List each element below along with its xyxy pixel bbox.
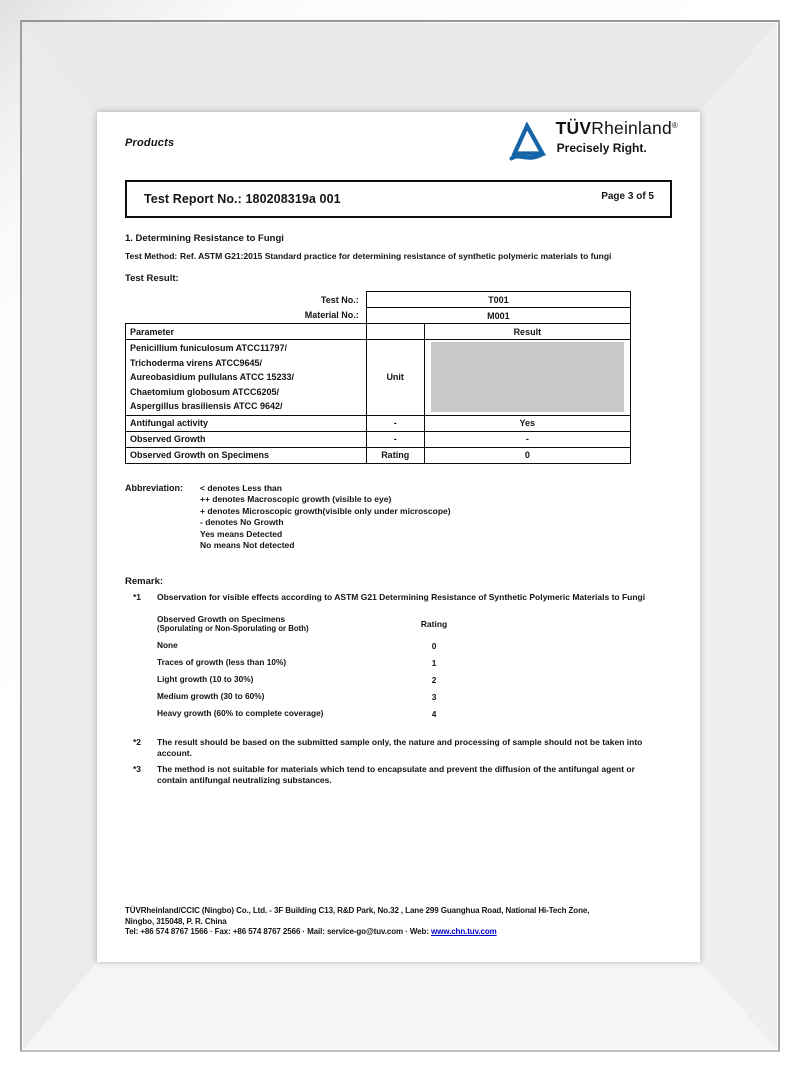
rating-row-value: 3: [431, 691, 437, 702]
abbreviation-block: [125, 483, 672, 551]
result-table: [125, 291, 631, 464]
footer-contact-text: Tel: +86 574 8767 1566 · Fax: +86 574 8767 2566 · Mail: service-go@tuv.com · Web:: [125, 927, 429, 936]
document-footer: [125, 906, 676, 938]
rating-table: [157, 612, 672, 722]
section-title: 1. Determining Resistance to Fungi: [125, 233, 284, 244]
rating-row-label: Traces of growth (less than 10%): [157, 657, 287, 668]
test-method-label: Test Method:: [125, 251, 178, 261]
brand-name: [556, 120, 678, 138]
remark-item-3: [133, 764, 672, 786]
abbreviation-line: Yes means Detected: [200, 528, 283, 539]
footer-address-line1: TÜVRheinland/CCIC (Ningbo) Co., Ltd. - 3F Building C13, R&D Park, No.32 , Lane 299 Guanghua Road, National Hi-Tech Zone,: [125, 906, 590, 915]
result-cell: -: [424, 431, 630, 447]
rating-row-label: None: [157, 640, 178, 651]
test-method-row: [125, 251, 672, 262]
rating-table-header: [157, 612, 672, 636]
report-number: Test Report No.: 180208319a 001: [144, 192, 341, 206]
remark-item-2: [133, 737, 672, 759]
species-line: Penicillium funiculosum ATCC11797/: [130, 343, 288, 353]
unit-cell: Rating: [366, 447, 424, 463]
footer-address-line2: Ningbo, 315048, P. R. China: [125, 916, 227, 926]
parameter-header: Parameter: [126, 324, 367, 340]
species-line: Aureobasidium pullulans ATCC 15233/: [130, 372, 295, 383]
rating-row-value: 0: [431, 640, 437, 651]
test-report-page: [97, 112, 700, 962]
material-no-label: Material No.:: [304, 310, 359, 321]
logo-text: [556, 120, 678, 154]
remark-text: The result should be based on the submitted sample only, the nature and processing of sample should not be taken into account.: [157, 737, 643, 759]
unit-cell: -: [366, 431, 424, 447]
remark-text: Observation for visible effects according to ASTM G21 Determining Resistance of Synthetic Polymeric Materials to Fungi: [157, 592, 646, 603]
products-label: Products: [125, 137, 175, 149]
rating-row: [157, 688, 672, 705]
species-line: Trichoderma virens ATCC9645/: [130, 357, 263, 368]
parameter-cell: Observed Growth: [126, 431, 367, 447]
species-row: [126, 340, 631, 416]
table-header-row: [126, 324, 631, 340]
registered-mark: ®: [671, 121, 678, 130]
table-row: [126, 431, 631, 447]
result-cell: [424, 340, 630, 416]
remark-item-1: [133, 592, 672, 603]
rating-row-label: Medium growth (30 to 60%): [157, 691, 265, 702]
test-no-value: T001: [366, 292, 630, 308]
rating-header-line2: (Sporulating or Non-Sporulating or Both): [157, 624, 309, 634]
result-cell: 0: [424, 447, 630, 463]
result-header: Result: [424, 324, 630, 340]
brand-tuv: TÜV: [555, 118, 592, 138]
report-number-box: [125, 180, 672, 218]
rating-row: [157, 637, 672, 654]
table-row: [126, 447, 631, 463]
test-no-label: Test No.:: [320, 294, 359, 305]
brand-rheinland: Rheinland: [591, 118, 672, 138]
rating-row-label: Heavy growth (60% to complete coverage): [157, 708, 324, 719]
abbreviation-line: No means Not detected: [200, 540, 295, 550]
abbreviation-line: - denotes No Growth: [200, 517, 284, 528]
table-row: [126, 292, 631, 308]
brand-tagline: Precisely Right.: [556, 140, 647, 155]
abbreviation-line: < denotes Less than: [200, 482, 282, 493]
abbreviation-label: Abbreviation:: [125, 482, 184, 493]
remark-label: Remark:: [125, 576, 164, 588]
rating-header-line1: Observed Growth on Specimens: [157, 613, 286, 624]
website-link[interactable]: www.chn.tuv.com: [431, 927, 497, 936]
remark-block: [125, 576, 672, 786]
abbreviation-line: ++ denotes Macroscopic growth (visible to eye): [200, 494, 392, 505]
fungal-species-list: [126, 340, 367, 416]
test-method-text: Ref. ASTM G21:2015 Standard practice for determining resistance of synthetic polymeric materials to fungi: [180, 251, 612, 261]
abbreviation-lines: [200, 483, 451, 551]
unit-cell: -: [366, 415, 424, 431]
species-line: Chaetomium globosum ATCC6205/: [130, 386, 280, 397]
remark-marker: *2: [133, 737, 142, 748]
remark-text: The method is not suitable for materials which tend to encapsulate and prevent the diffusion of the antifungal agent or contain antifungal neutralizing substances.: [157, 764, 635, 786]
result-shaded-box: [431, 342, 624, 412]
material-no-value: M001: [366, 308, 630, 324]
table-row: [126, 415, 631, 431]
rating-row: [157, 654, 672, 671]
tuv-triangle-icon: [507, 122, 547, 164]
footer-contact-line: [125, 927, 676, 938]
result-cell: Yes: [424, 415, 630, 431]
rating-row-label: Light growth (10 to 30%): [157, 674, 254, 685]
species-line: Aspergillus brasiliensis ATCC 9642/: [130, 401, 283, 412]
table-row: [126, 308, 631, 324]
parameter-cell: Observed Growth on Specimens: [126, 447, 367, 463]
rating-row-value: 2: [431, 674, 437, 685]
test-result-label: Test Result:: [125, 273, 179, 284]
unit-label: Unit: [366, 340, 424, 416]
remark-marker: *1: [133, 592, 142, 603]
remark-marker: *3: [133, 764, 142, 775]
rating-row-value: 4: [431, 708, 437, 719]
document-header: [125, 118, 678, 164]
abbreviation-line: + denotes Microscopic growth(visible only under microscope): [200, 505, 451, 516]
rating-row: [157, 705, 672, 722]
rating-header-label: [157, 615, 405, 634]
tuv-rheinland-logo: [507, 120, 678, 164]
rating-row: [157, 671, 672, 688]
unit-header-empty: [366, 324, 424, 340]
parameter-cell: Antifungal activity: [126, 415, 367, 431]
page-indicator: Page 3 of 5: [601, 190, 654, 202]
rating-header: Rating: [420, 619, 448, 630]
rating-row-value: 1: [431, 657, 437, 668]
